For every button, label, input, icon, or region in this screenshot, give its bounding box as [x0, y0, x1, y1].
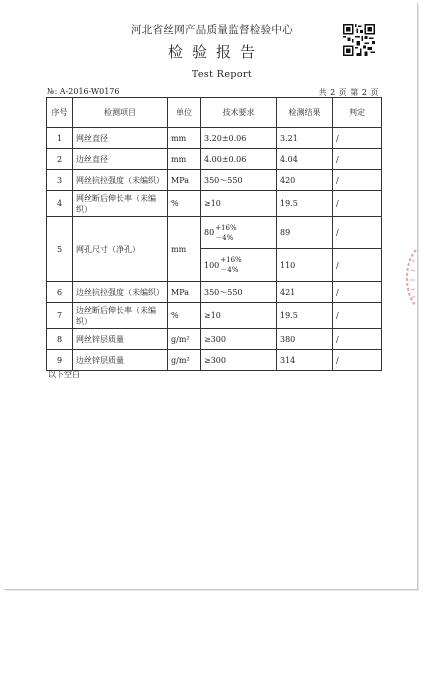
verdict: /	[333, 217, 382, 249]
requirement: ≥10	[201, 191, 277, 217]
result: 4.04	[277, 149, 333, 170]
unit: mm	[168, 128, 201, 149]
test-item: 边丝锌层质量	[73, 350, 168, 371]
verdict: /	[333, 128, 382, 149]
results-table	[46, 97, 382, 371]
unit: MPa	[168, 282, 201, 303]
table-row	[47, 217, 382, 249]
test-item: 边丝抗拉强度（未编织）	[73, 282, 168, 303]
page-info: 共 2 页 第 2 页	[318, 88, 379, 97]
row-number: 9	[47, 350, 73, 371]
row-number: 6	[47, 282, 73, 303]
requirement: 4.00±0.06	[201, 149, 277, 170]
verdict: /	[333, 350, 382, 371]
requirement-base: 80	[204, 228, 215, 237]
test-item: 网丝抗拉强度（未编织）	[73, 170, 168, 191]
table-row	[47, 128, 382, 149]
test-item: 边丝断后伸长率（未编织）	[73, 303, 168, 329]
verdict: /	[333, 329, 382, 350]
table-row	[47, 149, 382, 170]
tolerance-minus: －4%	[215, 233, 234, 242]
test-item: 网孔尺寸（净孔）	[73, 217, 168, 282]
report-title: 检验报告	[167, 43, 264, 61]
table-row	[47, 170, 382, 191]
requirement: ≥10	[201, 303, 277, 329]
result: 19.5	[277, 191, 333, 217]
result: 110	[277, 249, 333, 282]
table-row	[47, 303, 382, 329]
requirement	[201, 217, 277, 249]
verdict: /	[333, 191, 382, 217]
verdict: /	[333, 249, 382, 282]
verdict: /	[333, 170, 382, 191]
table-row	[47, 191, 382, 217]
table-row	[47, 329, 382, 350]
row-number: 8	[47, 329, 73, 350]
result: 3.21	[277, 128, 333, 149]
unit: g/m²	[168, 329, 201, 350]
requirement: ≥300	[201, 350, 277, 371]
tolerance-minus: －4%	[220, 266, 239, 274]
table-header-row	[47, 98, 382, 128]
verdict: /	[333, 303, 382, 329]
row-number: 5	[47, 217, 73, 282]
requirement: 350～550	[201, 282, 277, 303]
header-cell: 技术要求	[201, 98, 277, 128]
institute-name: 河北省丝网产品质量监督检验中心	[131, 24, 293, 36]
unit: %	[168, 191, 201, 217]
header-cell: 单位	[168, 98, 201, 128]
result: 420	[277, 170, 333, 191]
unit: %	[168, 303, 201, 329]
verdict: /	[333, 149, 382, 170]
result: 421	[277, 282, 333, 303]
row-number: 2	[47, 149, 73, 170]
row-number: 4	[47, 191, 73, 217]
row-number: 3	[47, 170, 73, 191]
requirement-base: 100	[204, 260, 220, 270]
row-number: 7	[47, 303, 73, 329]
requirement: 350～550	[201, 170, 277, 191]
unit: g/m²	[168, 350, 201, 371]
requirement: 3.20±0.06	[201, 128, 277, 149]
unit: mm	[168, 149, 201, 170]
qr-code-icon	[343, 24, 375, 56]
header-cell: 判定	[333, 98, 382, 128]
header-cell: 检测结果	[277, 98, 333, 128]
header-cell: 检测项目	[73, 98, 168, 128]
test-item: 边丝直径	[73, 149, 168, 170]
red-seal-stamp-icon	[400, 248, 418, 308]
test-item: 网丝断后伸长率（未编织）	[73, 191, 168, 217]
row-number: 1	[47, 128, 73, 149]
tolerance-plus: +16%	[215, 223, 237, 232]
result: 19.5	[277, 303, 333, 329]
report-number: №: A-2016-W0176	[47, 87, 120, 96]
result: 380	[277, 329, 333, 350]
header-cell: 序号	[47, 98, 73, 128]
unit: mm	[168, 217, 201, 282]
tolerance-plus: +16%	[220, 256, 242, 264]
requirement: ≥300	[201, 329, 277, 350]
table-row	[47, 282, 382, 303]
test-item: 网丝锌层质量	[73, 329, 168, 350]
result: 89	[277, 217, 333, 249]
result: 314	[277, 350, 333, 371]
unit: MPa	[168, 170, 201, 191]
verdict: /	[333, 282, 382, 303]
report-title-english: Test Report	[191, 69, 253, 80]
table-row	[47, 350, 382, 371]
blank-below-note: 以下空白	[48, 370, 80, 379]
requirement	[201, 249, 277, 282]
test-item: 网丝直径	[73, 128, 168, 149]
